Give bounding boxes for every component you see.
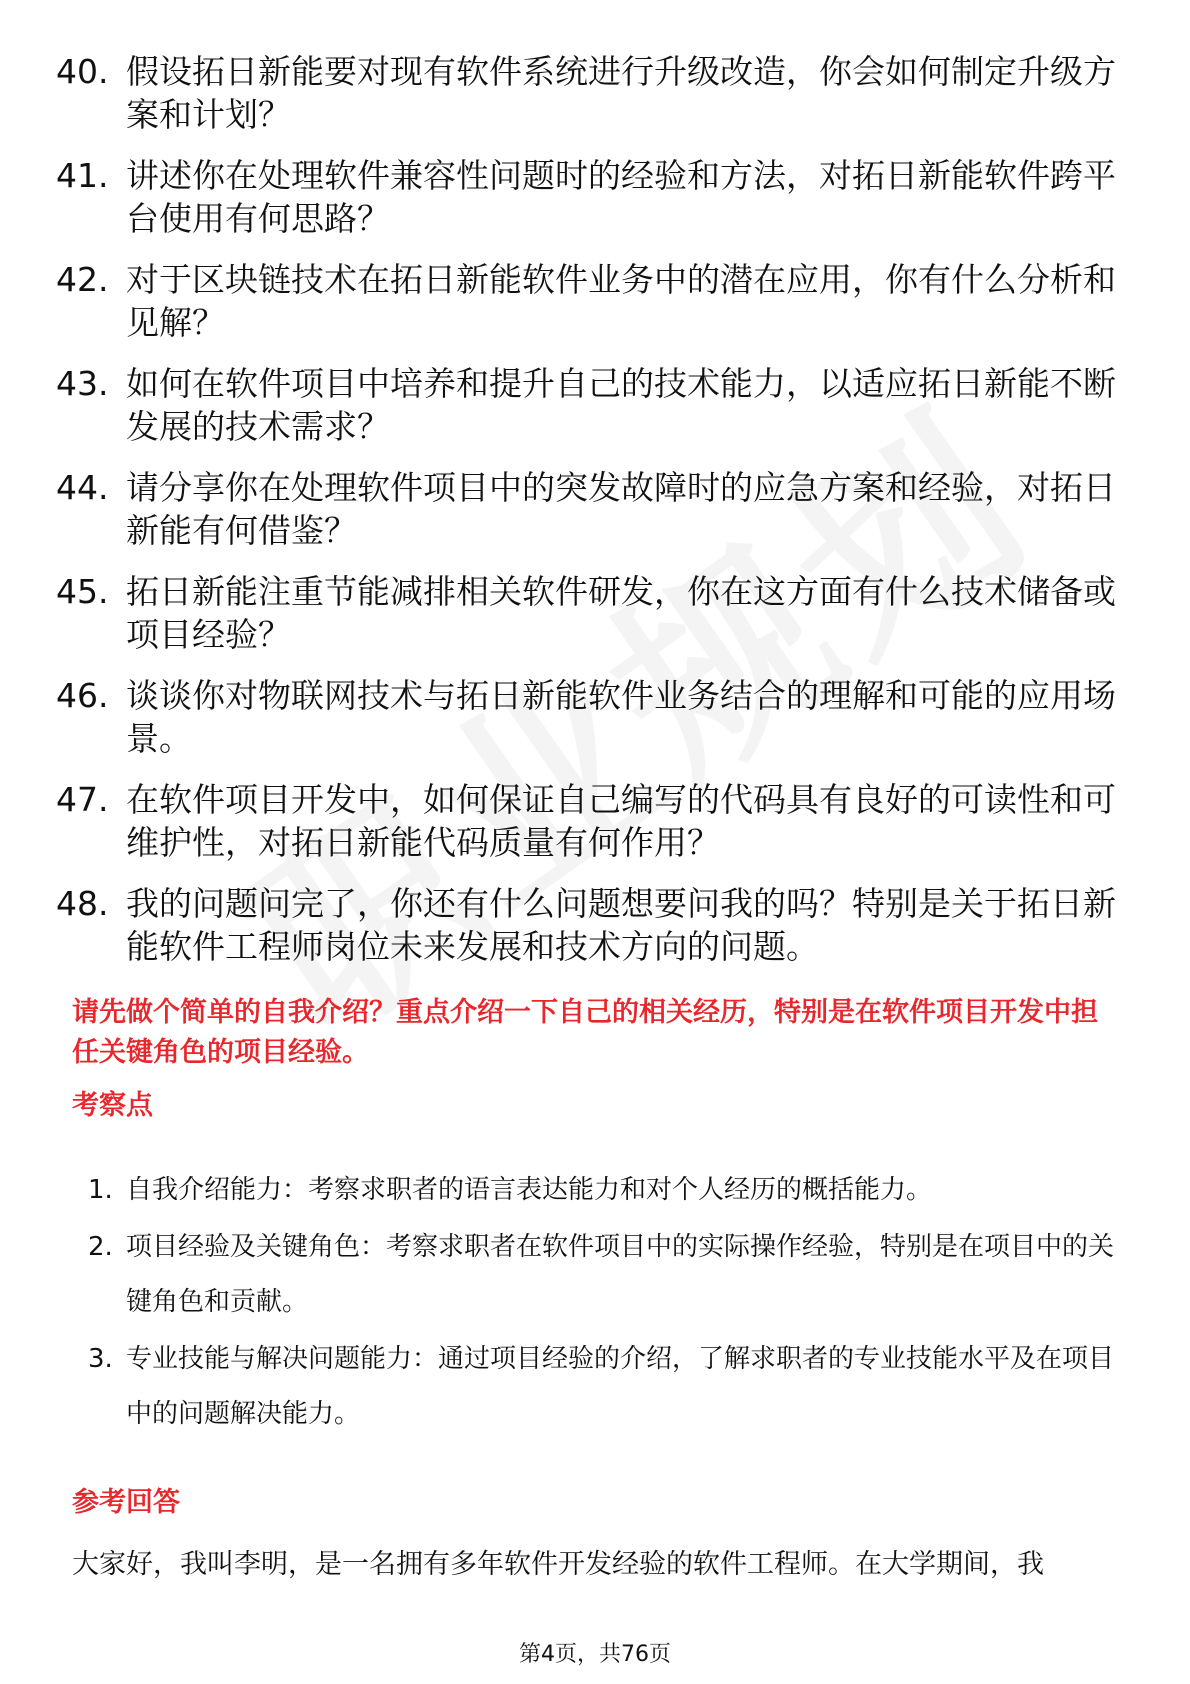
question-item (56, 466, 1116, 552)
question-number: 41. (56, 156, 109, 195)
assessment-point (72, 1220, 1122, 1330)
point-number: 1. (88, 1175, 113, 1205)
reference-answer: 大家好，我叫李明，是一名拥有多年软件开发经验的软件工程师。在大学期间，我 (72, 1549, 1044, 1580)
question-number: 44. (56, 468, 109, 507)
question-text: 如何在软件项目中培养和提升自己的技术能力，以适应拓日新能不断发展的技术需求？ (126, 364, 1116, 446)
question-item (56, 50, 1116, 136)
question-text: 谈谈你对物联网技术与拓日新能软件业务结合的理解和可能的应用场景。 (126, 676, 1116, 758)
question-text: 拓日新能注重节能减排相关软件研发，你在这方面有什么技术储备或项目经验？ (126, 572, 1116, 654)
reference-heading: 参考回答 (72, 1487, 180, 1518)
question-item (56, 154, 1116, 240)
point-text: 自我介绍能力：考察求职者的语言表达能力和对个人经历的概括能力。 (126, 1175, 933, 1205)
question-item (56, 362, 1116, 448)
point-number: 3. (88, 1344, 113, 1374)
point-number: 2. (88, 1232, 113, 1262)
question-item (56, 570, 1116, 656)
question-text: 对于区块链技术在拓日新能软件业务中的潜在应用，你有什么分析和见解？ (126, 260, 1116, 342)
question-number: 43. (56, 364, 109, 403)
point-text: 专业技能与解决问题能力：通过项目经验的介绍，了解求职者的专业技能水平及在项目中的问题解决能力。 (126, 1344, 1115, 1429)
question-number: 48. (56, 884, 109, 923)
question-text: 假设拓日新能要对现有软件系统进行升级改造，你会如何制定升级方案和计划？ (126, 52, 1116, 134)
assessment-point (72, 1163, 1122, 1218)
question-list (56, 50, 1116, 986)
question-text: 我的问题问完了，你还有什么问题想要问我的吗？特别是关于拓日新能软件工程师岗位未来发展和技术方向的问题。 (126, 884, 1116, 966)
assessment-point (72, 1332, 1122, 1442)
assessment-heading: 考察点 (72, 1090, 153, 1121)
highlight-question: 请先做个简单的自我介绍？重点介绍一下自己的相关经历，特别是在软件项目开发中担任关键角色的项目经验。 (72, 997, 1098, 1068)
question-text: 在软件项目开发中，如何保证自己编写的代码具有良好的可读性和可维护性，对拓日新能代码质量有何作用？ (126, 780, 1116, 862)
question-number: 40. (56, 52, 109, 91)
question-text: 请分享你在处理软件项目中的突发故障时的应急方案和经验，对拓日新能有何借鉴？ (126, 468, 1116, 550)
question-item (56, 882, 1116, 968)
question-text: 讲述你在处理软件兼容性问题时的经验和方法，对拓日新能软件跨平台使用有何思路？ (126, 156, 1116, 238)
question-number: 46. (56, 676, 109, 715)
question-number: 42. (56, 260, 109, 299)
question-item (56, 258, 1116, 344)
question-number: 47. (56, 780, 109, 819)
page-footer: 第4页，共76页 (519, 1642, 671, 1667)
question-number: 45. (56, 572, 109, 611)
assessment-list (72, 1163, 1122, 1444)
point-text: 项目经验及关键角色：考察求职者在软件项目中的实际操作经验，特别是在项目中的关键角色和贡献。 (126, 1232, 1115, 1317)
question-item (56, 674, 1116, 760)
question-item (56, 778, 1116, 864)
